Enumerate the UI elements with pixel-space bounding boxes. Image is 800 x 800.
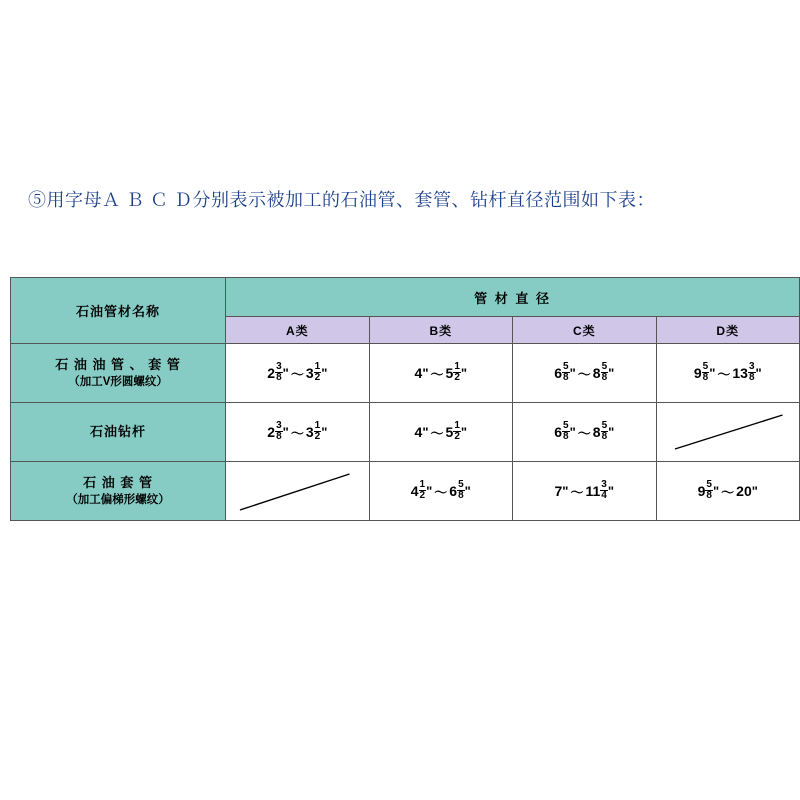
value-from-unit: " (712, 483, 720, 499)
value-to-fraction: $\frac{3}{8}$ (748, 360, 755, 383)
cell-r0-c (513, 344, 656, 403)
value-from-whole: 6 (554, 365, 563, 381)
value-from-fraction: $\frac{1}{2}$ (419, 478, 426, 501)
value-from-whole: 6 (554, 424, 563, 440)
row-label-sub: （加工偏梯形螺纹） (66, 494, 170, 507)
table-header-row-1 (11, 278, 800, 317)
range-separator: ～ (577, 366, 591, 382)
diagonal-line-icon (657, 403, 799, 461)
value-to-whole: 3 (305, 365, 314, 381)
row-label-main: 石油钻杆 (90, 424, 147, 440)
value-to-unit: " (751, 483, 758, 499)
value-to-fraction: $\frac{3}{4}$ (601, 478, 607, 501)
value-from-unit: " (569, 365, 576, 381)
cell-r1-b (369, 403, 512, 462)
value-from-whole: 4 (414, 365, 423, 381)
range-separator: ～ (290, 366, 304, 382)
value-to-unit: " (464, 483, 471, 499)
value-to-whole: 13 (732, 365, 748, 381)
value-to-whole: 20 (736, 483, 752, 499)
value-to-unit: " (460, 365, 468, 381)
cell-r2-d (656, 462, 799, 521)
range-separator: ～ (577, 425, 591, 441)
value-from-fraction: $\frac{5}{8}$ (563, 360, 569, 383)
value-from-fraction: $\frac{5}{8}$ (563, 419, 569, 442)
value-to-fraction: $\frac{5}{8}$ (601, 419, 608, 442)
value-to-whole: 5 (445, 424, 454, 440)
value-from-unit: " (569, 424, 576, 440)
value-to-fraction: $\frac{1}{2}$ (454, 360, 460, 383)
intro-paragraph: ⑤用字母Ａ Ｂ Ｃ Ｄ分别表示被加工的石油管、套管、钻杆直径范围如下表： (28, 190, 655, 210)
table-corner-header: 石油管材名称 (11, 278, 226, 344)
value-to-fraction: $\frac{1}{2}$ (314, 419, 321, 442)
value-to-fraction: $\frac{1}{2}$ (454, 419, 460, 442)
pipe-diameter-table-wrapper (10, 277, 800, 521)
value-from-whole: 2 (267, 365, 276, 381)
table-row (11, 462, 800, 521)
value-from-whole: 7 (554, 483, 563, 499)
range-separator: ～ (290, 425, 304, 441)
value-from-whole: 4 (414, 424, 423, 440)
value-to-whole: 8 (592, 424, 601, 440)
value-to-unit: " (321, 365, 328, 381)
table-row (11, 403, 800, 462)
table-group-header: 管 材 直 径 (226, 278, 800, 317)
value-from-whole: 4 (410, 483, 419, 499)
value-from-whole: 2 (267, 424, 276, 440)
row-label-casing (11, 462, 226, 521)
class-header-d: D类 (656, 317, 799, 344)
value-to-fraction: $\frac{5}{8}$ (458, 478, 464, 501)
value-to-whole: 8 (592, 365, 601, 381)
row-label-main: 石 油 套 管 (83, 474, 153, 490)
row-label-sub: （加工V形圆螺纹） (68, 376, 168, 389)
value-to-unit: " (460, 424, 468, 440)
cell-r0-a (226, 344, 369, 403)
value-from-fraction: $\frac{3}{8}$ (276, 360, 282, 383)
value-to-whole: 3 (305, 424, 314, 440)
row-label-main: 石 油 油 管 、 套 管 (55, 356, 181, 372)
cell-r2-b (369, 462, 512, 521)
class-header-c: C类 (513, 317, 656, 344)
value-from-unit: " (562, 483, 569, 499)
range-separator: ～ (430, 425, 444, 441)
pipe-diameter-table (10, 277, 800, 521)
value-from-fraction: $\frac{5}{8}$ (706, 478, 712, 501)
range-separator: ～ (434, 484, 448, 500)
cell-r1-a (226, 403, 369, 462)
value-from-whole: 9 (697, 483, 706, 499)
cell-r1-c (513, 403, 656, 462)
row-label-tubing-casing (11, 344, 226, 403)
value-from-whole: 9 (693, 365, 702, 381)
value-from-unit: " (709, 365, 716, 381)
value-to-unit: " (755, 365, 762, 381)
value-from-unit: " (422, 424, 429, 440)
cell-r2-a-empty-diagonal (226, 462, 369, 521)
class-header-a: A类 (226, 317, 369, 344)
value-to-fraction: $\frac{5}{8}$ (601, 360, 608, 383)
diagonal-line-icon (226, 462, 368, 520)
cell-r2-c (513, 462, 656, 521)
table-row (11, 344, 800, 403)
value-from-unit: " (282, 424, 289, 440)
value-from-unit: " (282, 365, 289, 381)
value-to-unit: " (321, 424, 328, 440)
value-to-whole: 5 (445, 365, 454, 381)
value-from-fraction: $\frac{3}{8}$ (276, 419, 282, 442)
value-from-unit: " (422, 365, 429, 381)
range-separator: ～ (570, 484, 584, 500)
value-to-unit: " (607, 483, 615, 499)
value-to-whole: 6 (449, 483, 458, 499)
range-separator: ～ (717, 366, 731, 382)
value-to-unit: " (608, 424, 615, 440)
cell-r0-d (656, 344, 799, 403)
range-separator: ～ (430, 366, 444, 382)
value-to-fraction: $\frac{1}{2}$ (314, 360, 321, 383)
cell-r1-d-empty-diagonal (656, 403, 799, 462)
class-header-b: B类 (369, 317, 512, 344)
cell-r0-b (369, 344, 512, 403)
row-label-drill-pipe (11, 403, 226, 462)
value-to-unit: " (608, 365, 615, 381)
value-from-fraction: $\frac{5}{8}$ (702, 360, 709, 383)
range-separator: ～ (721, 484, 735, 500)
value-to-whole: 11 (585, 483, 601, 499)
value-from-unit: " (426, 483, 433, 499)
